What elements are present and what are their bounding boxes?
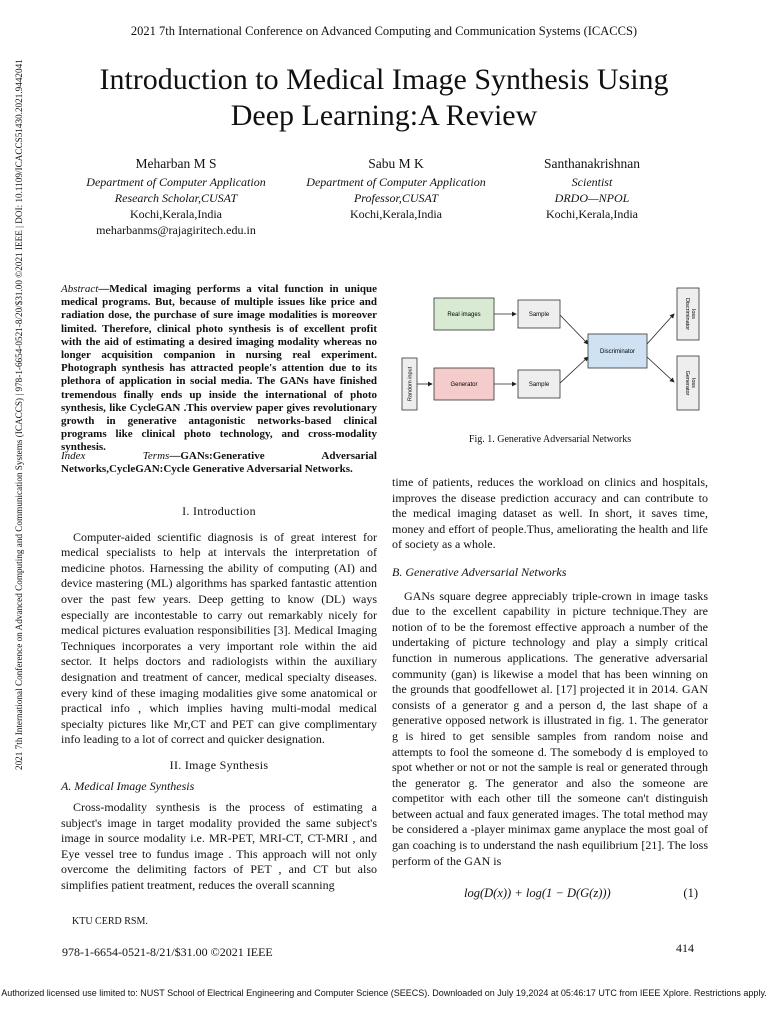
author-role: DRDO—NPOL [554, 191, 630, 205]
arrow-to-generator-loss [647, 357, 674, 382]
generator-label: Generator [450, 382, 478, 388]
discriminator-loss-label-2: loss [690, 309, 696, 319]
author-3 [472, 156, 712, 222]
author-dept: Department of Computer Application [306, 175, 486, 189]
arrow-sample2-to-discriminator [559, 357, 588, 384]
index-terms [61, 450, 377, 476]
paragraph: time of patients, reduces the workload on clinics and hospitals, improves the disease prediction accuracy and can contribute to the medical imaging dataset as well. In short, it saves time, money and effort of people.Thus, ameliorating the health and life of society as a whole. [392, 475, 708, 552]
author-location: Kochi,Kerala,India [546, 207, 638, 221]
index-terms-lead: Index Terms [61, 450, 170, 462]
section-heading: I. Introduction [182, 504, 256, 518]
conference-header: 2021 7th International Conference on Advanced Computing and Communication Systems (ICACCS) [130, 24, 638, 38]
section-heading: II. Image Synthesis [169, 757, 269, 772]
author-name: Santhanakrishnan [544, 156, 640, 171]
authorized-notice: Authorized licensed use limited to: NUST School of Electrical Engineering and Computer Science (SEECS). Downloaded on July 19,2024 at 05:46:17 UTC from IEEE Xplore. Restrictions apply. [1, 988, 767, 998]
title-line-2: Deep Learning:A Review [230, 99, 538, 132]
paragraph: GANs square degree appreciably triple-crown in image tasks due to the excellent capability in picture technique.They are notion of to be the foremost effective approach a number of the undertaking of picture technology and play a simply critical function in numerous applications. The generative adversarial community (gan) is likewise a model that has been winning on the grounds that goodfellowet al. [17] projected it in 2014. GAN consists of a generator g and a person d, the last shape of a generative opposed network is illustrated in fig. 1. The generator g is hired to get sensible samples from random noise and attempts to fool the someone d. The somebody d is employed to spot whether or not or not the sample is real or generated through the generator g. The generator and also the someone are competitor with each other till the someone can't distinguish between actual and faux generated images. The total method may be considered a -player minimax game anyplace the most goal of gan coaching is to understand the nash equilibrium [21]. The loss perform of the GAN is [392, 588, 708, 868]
footnote: KTU CERD RSM. [72, 916, 148, 927]
paragraph: Computer-aided scientific diagnosis is of great interest for medical specialists to help at intervals the interpretation of medicine photos. Harnessing the ability of computing (AI) and device mastering (ML) algorithms has sparked fantastic attention over the past few years. Deep getting to know (DL) ways especially are incontestable to carry out remarkably nicely for medical pictures evaluation responsibilities [3]. Medical Imaging Techniques incorporates a very important role within the aid sector. It helps doctors and radiologists within the auxiliary designation and treatment of cancer, medical specialty diseases. every kind of these imaging modalities give some anatomical or practical info , which implies having multi-modal medical specialty pictures like Mr,CT and PET can give complimentary info leading to a lot of correct and quicker designation. [61, 529, 377, 747]
author-location: Kochi,Kerala,India [350, 207, 442, 221]
generator-loss-label-2: loss [690, 378, 696, 388]
author-email[interactable]: meharbanms@rajagiritech.edu.in [96, 223, 256, 237]
footer-isbn: 978-1-6654-0521-8/21/$31.00 ©2021 IEEE [62, 945, 273, 959]
equation-number: (1) [683, 886, 698, 900]
real-images-label: Real images [447, 312, 481, 318]
author-1 [56, 156, 296, 238]
index-terms-text: —GANs:Generative Adversarial Networks,CycleGAN:Cycle Generative Adversarial Networks. [61, 450, 377, 476]
author-name: Meharban M S [135, 156, 217, 171]
author-dept: Scientist [571, 175, 613, 189]
equation-formula: log(D(x)) + log(1 − D(G(z))) [464, 886, 611, 900]
section-introduction [61, 504, 377, 894]
discriminator-loss-label-1: Discriminator [684, 297, 690, 331]
title-line-1: Introduction to Medical Image Synthesis Using [99, 63, 669, 96]
page-number: 414 [676, 941, 694, 955]
author-role: Professor,CUSAT [353, 191, 439, 205]
author-name: Sabu M K [368, 156, 424, 171]
sidebar-doi: 2021 7th International Conference on Advanced Computing and Communication Systems (ICACCS) | 978-1-6654-0521-8/20/$31.00 ©2021 IEEE | DOI: 10.1109/ICACCS51430.2021.9442041 [14, 59, 24, 770]
discriminator-label: Discriminator [599, 349, 636, 355]
abstract-lead: Abstract [61, 283, 99, 295]
generator-loss-label-1: Generator [684, 370, 690, 396]
sample-top-label: Sample [528, 312, 550, 318]
abstract [61, 283, 377, 455]
abstract-text: —Medical imaging performs a vital function in unique medical programs. But, because of multiple issues like price and radiation dose, the purchase of sure image modalities is moreover limited. Therefore, clinical photo synthesis is of excellent profit with the aid of estimating a desired imaging modality whereas no longer acquisition companion in nursing real experiment. Photograph synthesis has attracted people's attention due to its plethora of application in social media. The GANs have finished tremendous finally ends up inside the international of photo synthesis, like CycleGAN .This overview paper gives revolutionary growth in generative antagonistic networks-based clinical programs like clinical photo technology, and cross-modality synthesis. [61, 283, 377, 454]
arrow-sample-to-discriminator [559, 314, 588, 344]
paper-title [40, 62, 728, 134]
random-input-label: Random input [407, 366, 414, 402]
author-location: Kochi,Kerala,India [130, 207, 222, 221]
sample-bottom-label: Sample [528, 382, 550, 388]
author-dept: Department of Computer Application [86, 175, 266, 189]
arrow-to-discriminator-loss [647, 314, 674, 344]
gan-figure [392, 282, 710, 418]
author-role: Research Scholar,CUSAT [114, 191, 238, 205]
figure-caption: Fig. 1. Generative Adversarial Networks [468, 434, 632, 445]
subsection-heading: B. Generative Adversarial Networks [392, 564, 567, 579]
paragraph: Cross-modality synthesis is the process of estimating a subject's image in target modality provided the same subject's image in source modality i.e. MR-PET, MRI-CT, CT-MRI , and Eye vessel tree to fundus image . This approach will not only overcome the delimiting factors of PET , and CT but also simplifies patient treatment, reduces the overall scanning [61, 800, 377, 893]
right-column [392, 475, 708, 869]
subsection-heading: A. Medical Image Synthesis [61, 778, 195, 793]
